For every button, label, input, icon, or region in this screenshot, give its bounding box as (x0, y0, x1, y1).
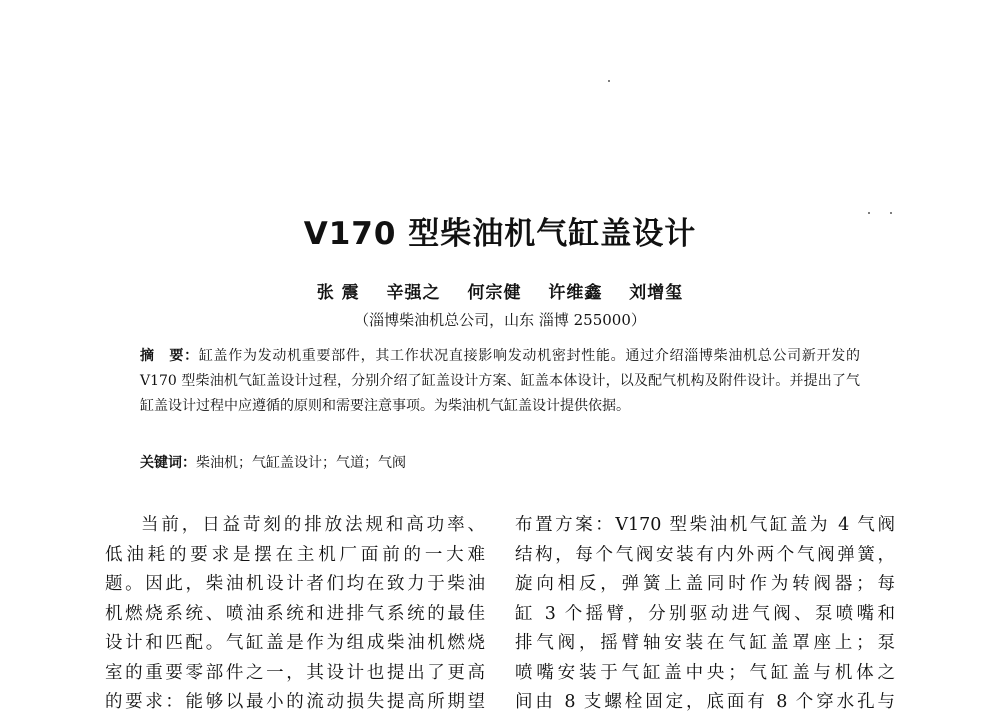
abstract-label: 摘 要： (140, 348, 199, 364)
scan-speck (608, 80, 610, 82)
body-line: 旋向相反，弹簧上盖同时作为转阀器；每 (515, 574, 895, 594)
keywords-text: 柴油机；气缸盖设计；气道；气阀 (196, 455, 406, 471)
paper-title: V170 型柴油机气缸盖设计 (303, 216, 697, 252)
body-line: 布置方案：V170 型柴油机气缸盖为 4 气阀 (515, 515, 895, 535)
author-name: 刘增玺 (629, 283, 684, 303)
body-column-right (515, 511, 895, 718)
body-line: 缸 3 个摇臂，分别驱动进气阀、泵喷嘴和 (515, 603, 895, 624)
body-column-left (105, 511, 485, 718)
abstract (140, 344, 860, 419)
author-name: 张 震 (316, 283, 360, 303)
author-name: 何宗健 (467, 283, 522, 303)
body-line: 低油耗的要求是摆在主机厂面前的一大难 (105, 544, 485, 565)
keywords (140, 451, 860, 476)
body-line: 喷嘴安装于气缸盖中央；气缸盖与机体之 (515, 662, 895, 683)
body-line: 当前，日益苛刻的排放法规和高功率、 (141, 515, 485, 535)
body-line: 题。因此，柴油机设计者们均在致力于柴油 (105, 574, 485, 594)
body-line: 的要求：能够以最小的流动损失提高所期望 (105, 692, 485, 712)
body-line: 排气阀，摇臂轴安装在气缸盖罩座上；泵 (515, 633, 895, 653)
abstract-text: 缸盖作为发动机重要部件，其工作状况直接影响发动机密封性能。通过介绍淄博柴油机总公司新开发的 V170 型柴油机气缸盖设计过程，分别介绍了缸盖设计方案、缸盖本体设计，以及配气机构及附件设计。并提出了气缸盖设计过程中应遵循的原则和需要注意事项。为柴油机气缸盖设计提供依据。 (140, 348, 861, 414)
body-line: 室的重要零部件之一，其设计也提出了更高 (105, 662, 485, 683)
author-list (0, 281, 1000, 305)
keywords-label: 关键词： (140, 455, 196, 471)
body-line: 机燃烧系统、喷油系统和进排气系统的最佳 (105, 603, 485, 624)
body-line: 间由 8 支螺栓固定，底面有 8 个穿水孔与 (515, 692, 895, 712)
body-line: 结构，每个气阀安装有内外两个气阀弹簧， (515, 544, 895, 565)
author-name: 辛强之 (386, 283, 441, 303)
affiliation: （淄博柴油机总公司，山东 淄博 255000） (354, 311, 646, 329)
body-line: 设计和匹配。气缸盖是作为组成柴油机燃烧 (105, 633, 485, 653)
author-name: 许维鑫 (548, 283, 603, 303)
